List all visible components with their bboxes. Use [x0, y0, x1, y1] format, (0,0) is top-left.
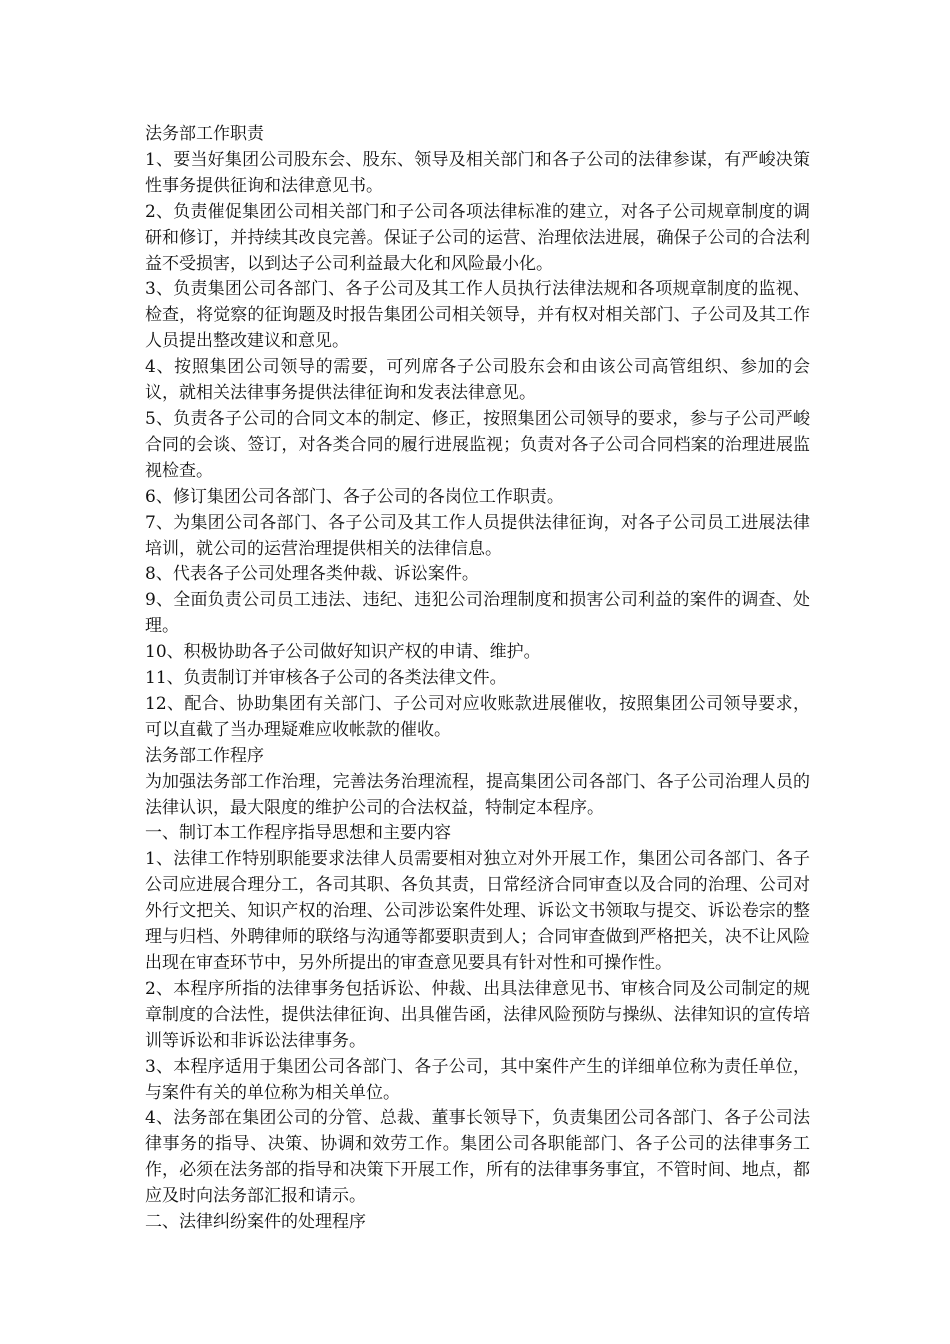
section-title-procedure: 法务部工作程序 [145, 745, 264, 766]
paragraph: 8、代表各子公司处理各类仲裁、诉讼案件。 [145, 564, 479, 585]
paragraph: 3、负责集团公司各部门、各子公司及其工作人员执行法律法规和各项规章制度的监视、检查，将觉察的征询题及时报告集团公司相关领导，并有权对相关部门、子公司及其工作人员提出整改建议和意见。 [145, 279, 810, 352]
section-heading: 二、法律纠纷案件的处理程序 [145, 1212, 366, 1233]
paragraph: 6、修订集团公司各部门、各子公司的各岗位工作职责。 [145, 486, 564, 507]
paragraph: 10、积极协助各子公司做好知识产权的申请、维护。 [145, 642, 541, 663]
paragraph: 4、法务部在集团公司的分管、总裁、董事长领导下，负责集团公司各部门、各子公司法律事务的指导、决策、协调和效劳工作。集团公司各职能部门、各子公司的法律事务工作，必须在法务部的指导和决策下开展工作，所有的法律事务事宜，不管时间、地点，都应及时向法务部汇报和请示。 [145, 1108, 810, 1207]
paragraph: 11、负责制订并审核各子公司的各类法律文件。 [145, 668, 507, 689]
paragraph: 2、负责催促集团公司相关部门和子公司各项法律标准的建立，对各子公司规章制度的调研和修订，并持续其改良完善。保证子公司的运营、治理依法进展，确保子公司的合法利益不受损害，以到达子公司利益最大化和风险最小化。 [145, 201, 810, 274]
paragraph: 2、本程序所指的法律事务包括诉讼、仲裁、出具法律意见书、审核合同及公司制定的规章制度的合法性，提供法律征询、出具催告函，法律风险预防与操纵、法律知识的宣传培训等诉讼和非诉讼法律事务。 [145, 978, 810, 1051]
paragraph: 3、本程序适用于集团公司各部门、各子公司，其中案件产生的详细单位称为责任单位，与案件有关的单位称为相关单位。 [145, 1056, 810, 1103]
paragraph: 7、为集团公司各部门、各子公司及其工作人员提供法律征询，对各子公司员工进展法律培训，就公司的运营治理提供相关的法律信息。 [145, 512, 810, 559]
section-heading: 一、制订本工作程序指导思想和主要内容 [145, 823, 451, 844]
paragraph: 为加强法务部工作治理，完善法务治理流程，提高集团公司各部门、各子公司治理人员的法律认识，最大限度的维护公司的合法权益，特制定本程序。 [145, 771, 810, 818]
paragraph: 12、配合、协助集团有关部门、子公司对应收账款进展催收，按照集团公司领导要求，可以直截了当办理疑难应收帐款的催收。 [145, 693, 810, 740]
document-page [145, 122, 810, 1236]
paragraph: 5、负责各子公司的合同文本的制定、修正，按照集团公司领导的要求，参与子公司严峻合同的会谈、签订，对各类合同的履行进展监视；负责对各子公司合同档案的治理进展监视检查。 [145, 408, 810, 481]
section-title-responsibilities: 法务部工作职责 [145, 124, 264, 144]
paragraph: 4、按照集团公司领导的需要，可列席各子公司股东会和由该公司高管组织、参加的会议，就相关法律事务提供法律征询和发表法律意见。 [145, 357, 810, 404]
paragraph: 1、法律工作特别职能要求法律人员需要相对独立对外开展工作，集团公司各部门、各子公司应进展合理分工，各司其职、各负其责，日常经济合同审查以及合同的治理、公司对外行文把关、知识产权的治理、公司涉讼案件处理、诉讼文书领取与提交、诉讼卷宗的整理与归档、外聘律师的联络与沟通等都要职责到人；合同审查做到严格把关，决不让风险出现在审查环节中，另外所提出的审查意见要具有针对性和可操作性。 [145, 849, 810, 973]
paragraph: 1、要当好集团公司股东会、股东、领导及相关部门和各子公司的法律参谋，有严峻决策性事务提供征询和法律意见书。 [145, 149, 810, 196]
paragraph: 9、全面负责公司员工违法、违纪、违犯公司治理制度和损害公司利益的案件的调查、处理。 [145, 590, 810, 637]
